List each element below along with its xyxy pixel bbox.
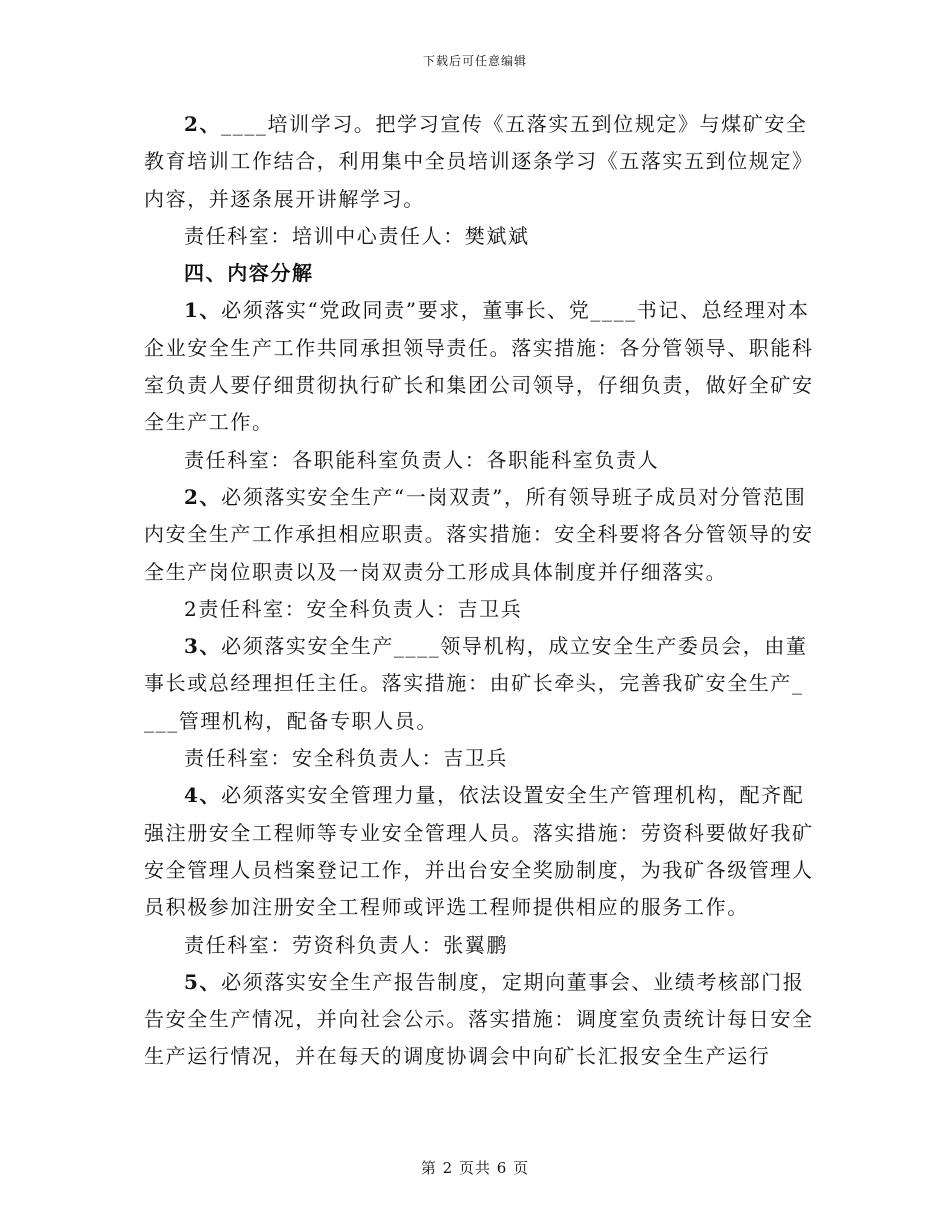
item-number: 3、	[184, 634, 222, 659]
item-number: 4、	[184, 783, 222, 808]
responsibility-line: 责任科室：各职能科室负责人：各职能科室负责人	[184, 447, 660, 472]
paragraph-item-2	[144, 479, 814, 591]
paragraph-text: 必须落实安全生产报告制度，定期向董事会、业绩考核部门报告安全生产情况，并向社会公示。落实措施：调度室负责统计每日安全生产运行情况，并在每天的调度协调会中向矿长汇报安全生产运行	[144, 969, 814, 1069]
paragraph-text: 必须落实安全生产____领导机构，成立安全生产委员会，由董事长或总经理担任主任。落实措施：由矿长牵头，完善我矿安全生产____管理机构，配备专职人员。	[144, 634, 808, 733]
paragraph-text: ____培训学习。把学习宣传《五落实五到位规定》与煤矿安全教育培训工作结合，利用集中全员培训逐条学习《五落实五到位规定》内容，并逐条展开讲解学习。	[144, 112, 814, 211]
page-footer: 第 2 页共 6 页	[420, 1159, 530, 1177]
responsibility-line: 责任科室：劳资科负责人：张翼鹏	[184, 932, 508, 957]
responsibility-line: 责任科室：培训中心责任人：樊斌斌	[184, 223, 530, 248]
paragraph-text: 必须落实“党政同责”要求，董事长、党____书记、总经理对本企业安全生产工作共同承担领导责任。落实措施：各分管领导、职能科室负责人要仔细贯彻执行矿长和集团公司领导，仔细负责，做好全矿安全生产工作。	[144, 298, 814, 435]
item-number: 2、	[184, 112, 222, 136]
paragraph-item-1	[144, 292, 814, 441]
section-heading: 四、内容分解	[184, 261, 314, 286]
item-number: 5、	[184, 969, 222, 994]
responsibility-line: 2责任科室：安全科负责人：吉卫兵	[184, 596, 523, 621]
page-header: 下载后可任意编辑	[422, 54, 527, 68]
paragraph-item-4	[144, 777, 814, 926]
item-number: 2、	[184, 484, 222, 509]
paragraph-text: 必须落实安全生产“一岗双责”，所有领导班子成员对分管范围内安全生产工作承担相应职责。落实措施：安全科要将各分管领导的安全生产岗位职责以及一岗双责分工形成具体制度并仔细落实。	[144, 484, 814, 584]
document-body	[144, 106, 814, 1076]
paragraph-item-5	[144, 964, 814, 1076]
paragraph-item-3	[144, 628, 814, 740]
item-number: 1、	[184, 298, 222, 323]
responsibility-line: 责任科室：安全科负责人：吉卫兵	[184, 746, 508, 771]
paragraph-item-2-training	[144, 106, 814, 218]
paragraph-text: 必须落实安全管理力量，依法设置安全生产管理机构，配齐配强注册安全工程师等专业安全管理人员。落实措施：劳资科要做好我矿安全管理人员档案登记工作，并出台安全奖励制度，为我矿各级管理人员积极参加注册安全工程师或评选工程师提供相应的服务工作。	[144, 783, 814, 920]
